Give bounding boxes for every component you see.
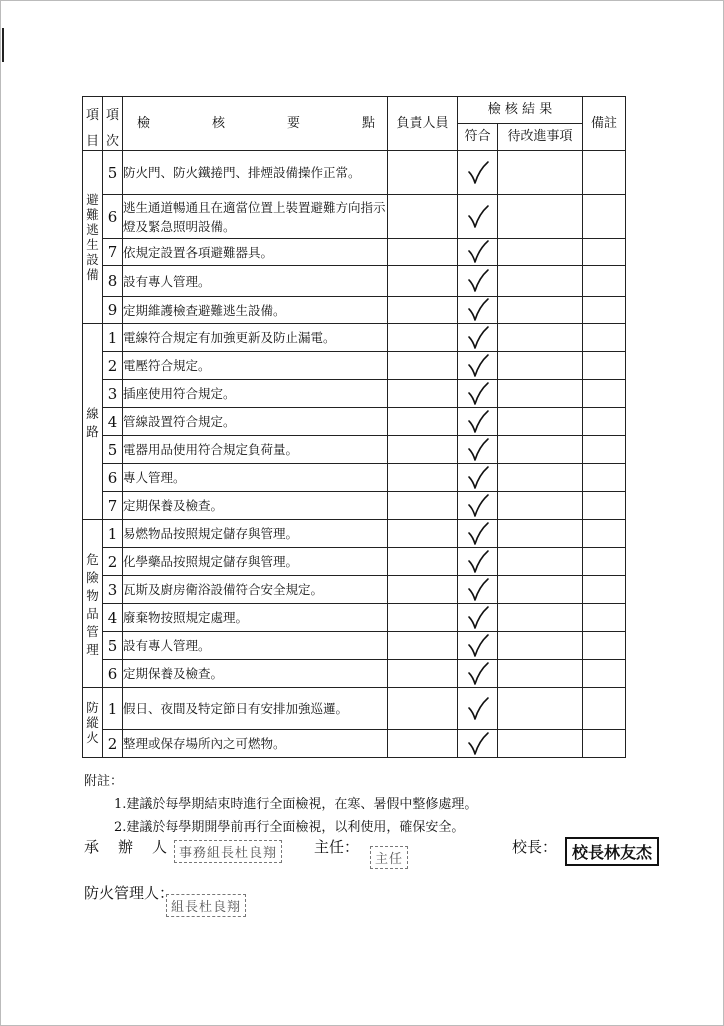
table-row xyxy=(83,520,626,548)
checkmark-icon xyxy=(466,661,490,687)
item-number: 1 xyxy=(103,520,123,548)
responsible-cell xyxy=(388,436,458,464)
checkmark-icon xyxy=(466,605,490,631)
remark-cell xyxy=(583,297,626,324)
note-item: 2.建議於每學期開學前再行全面檢視，以利使用，確保安全。 xyxy=(114,820,465,835)
checkmark-icon xyxy=(466,493,490,519)
item-text: 專人管理。 xyxy=(123,464,388,492)
item-number: 3 xyxy=(103,380,123,408)
header-responsible: 負責人員 xyxy=(388,97,458,151)
pending-cell xyxy=(498,408,583,436)
table-row xyxy=(83,492,626,520)
item-text: 設有專人管理。 xyxy=(123,632,388,660)
table-row xyxy=(83,380,626,408)
remark-cell xyxy=(583,151,626,195)
header-number: 項 次 xyxy=(103,97,123,151)
checkmark-icon xyxy=(466,731,490,757)
note-item: 1.建議於每學期結束時進行全面檢視，在寒、暑假中整修處理。 xyxy=(114,797,478,812)
table-row xyxy=(83,632,626,660)
category-cell xyxy=(83,688,103,758)
pass-cell xyxy=(458,730,498,758)
item-text: 防火門、防火鐵捲門、排煙設備操作正常。 xyxy=(123,151,388,195)
pass-cell xyxy=(458,151,498,195)
responsible-cell xyxy=(388,576,458,604)
pending-cell xyxy=(498,730,583,758)
table-row xyxy=(83,688,626,730)
responsible-cell xyxy=(388,688,458,730)
checkmark-icon xyxy=(466,633,490,659)
responsible-cell xyxy=(388,324,458,352)
checkmark-icon xyxy=(466,409,490,435)
pass-cell xyxy=(458,576,498,604)
header-remark: 備註 xyxy=(583,97,626,151)
pass-cell xyxy=(458,688,498,730)
pending-cell xyxy=(498,604,583,632)
remark-cell xyxy=(583,239,626,266)
category-label xyxy=(83,192,102,282)
responsible-cell xyxy=(388,195,458,239)
item-text: 定期保養及檢查。 xyxy=(123,660,388,688)
pending-cell xyxy=(498,660,583,688)
item-number: 6 xyxy=(103,660,123,688)
item-number: 2 xyxy=(103,352,123,380)
responsible-cell xyxy=(388,604,458,632)
remark-cell xyxy=(583,380,626,408)
category-char: 管 xyxy=(86,623,99,639)
responsible-cell xyxy=(388,297,458,324)
item-number: 8 xyxy=(103,266,123,297)
notes-title: 附註： xyxy=(84,774,124,789)
handler-stamp: 事務組長杜良翔 xyxy=(174,840,282,863)
principal-stamp: 校長林友杰 xyxy=(565,837,659,866)
item-number: 5 xyxy=(103,151,123,195)
category-char: 設 xyxy=(86,252,99,267)
item-number: 1 xyxy=(103,324,123,352)
item-text: 設有專人管理。 xyxy=(123,266,388,297)
item-number: 5 xyxy=(103,436,123,464)
pending-cell xyxy=(498,266,583,297)
pass-cell xyxy=(458,239,498,266)
item-text: 定期維護檢查避難逃生設備。 xyxy=(123,297,388,324)
checkmark-icon xyxy=(466,577,490,603)
remark-cell xyxy=(583,548,626,576)
pending-cell xyxy=(498,436,583,464)
item-text: 定期保養及檢查。 xyxy=(123,492,388,520)
pass-cell xyxy=(458,380,498,408)
pending-cell xyxy=(498,520,583,548)
pending-cell xyxy=(498,195,583,239)
item-text: 依規定設置各項避難器具。 xyxy=(123,239,388,266)
remark-cell xyxy=(583,464,626,492)
category-cell xyxy=(83,520,103,688)
pass-cell xyxy=(458,324,498,352)
remark-cell xyxy=(583,352,626,380)
fire-manager-stamp: 組長杜良翔 xyxy=(166,894,246,917)
item-number: 1 xyxy=(103,688,123,730)
pass-cell xyxy=(458,520,498,548)
table-row xyxy=(83,266,626,297)
pass-cell xyxy=(458,266,498,297)
item-number: 5 xyxy=(103,632,123,660)
checkmark-icon xyxy=(466,353,490,379)
item-number: 3 xyxy=(103,576,123,604)
item-text: 插座使用符合規定。 xyxy=(123,380,388,408)
remark-cell xyxy=(583,436,626,464)
header-pending: 待改進事項 xyxy=(498,124,583,151)
category-char: 備 xyxy=(86,267,99,282)
responsible-cell xyxy=(388,548,458,576)
table-row xyxy=(83,151,626,195)
item-text: 廢棄物按照規定處理。 xyxy=(123,604,388,632)
responsible-cell xyxy=(388,730,458,758)
pending-cell xyxy=(498,352,583,380)
pass-cell xyxy=(458,436,498,464)
pending-cell xyxy=(498,239,583,266)
responsible-cell xyxy=(388,352,458,380)
checkmark-icon xyxy=(466,268,490,294)
remark-cell xyxy=(583,660,626,688)
remark-cell xyxy=(583,688,626,730)
item-number: 4 xyxy=(103,604,123,632)
pass-cell xyxy=(458,548,498,576)
responsible-cell xyxy=(388,151,458,195)
category-label xyxy=(83,700,102,745)
item-text: 瓦斯及廚房衛浴設備符合安全規定。 xyxy=(123,576,388,604)
checkmark-icon xyxy=(466,381,490,407)
item-number: 2 xyxy=(103,548,123,576)
handler-label: 承 辦 人 xyxy=(84,838,170,856)
pass-cell xyxy=(458,352,498,380)
table-row xyxy=(83,352,626,380)
item-text: 整理或保存場所內之可燃物。 xyxy=(123,730,388,758)
responsible-cell xyxy=(388,632,458,660)
notes xyxy=(84,770,477,839)
pending-cell xyxy=(498,688,583,730)
checkmark-icon xyxy=(466,696,490,722)
remark-cell xyxy=(583,604,626,632)
table-row xyxy=(83,548,626,576)
category-char: 火 xyxy=(86,730,99,745)
item-number: 6 xyxy=(103,464,123,492)
pending-cell xyxy=(498,576,583,604)
table-row xyxy=(83,324,626,352)
remark-cell xyxy=(583,730,626,758)
remark-cell xyxy=(583,195,626,239)
category-char: 路 xyxy=(86,423,99,439)
pending-cell xyxy=(498,632,583,660)
responsible-cell xyxy=(388,660,458,688)
responsible-cell xyxy=(388,520,458,548)
table-row xyxy=(83,604,626,632)
category-char: 防 xyxy=(86,700,99,715)
category-char: 縱 xyxy=(86,715,99,730)
pending-cell xyxy=(498,380,583,408)
director-label: 主任： xyxy=(314,838,360,856)
category-char: 理 xyxy=(86,641,99,657)
category-char: 難 xyxy=(86,207,99,222)
item-text: 易燃物品按照規定儲存與管理。 xyxy=(123,520,388,548)
pass-cell xyxy=(458,492,498,520)
responsible-cell xyxy=(388,239,458,266)
checkmark-icon xyxy=(466,239,490,265)
pass-cell xyxy=(458,297,498,324)
checkmark-icon xyxy=(466,521,490,547)
item-text: 電線符合規定有加強更新及防止漏電。 xyxy=(123,324,388,352)
item-number: 2 xyxy=(103,730,123,758)
pass-cell xyxy=(458,408,498,436)
checkmark-icon xyxy=(466,437,490,463)
remark-cell xyxy=(583,632,626,660)
checkmark-icon xyxy=(466,160,490,186)
pass-cell xyxy=(458,604,498,632)
table-row xyxy=(83,297,626,324)
responsible-cell xyxy=(388,408,458,436)
header-points: 檢 核 要 點 xyxy=(123,97,388,151)
category-char: 危 xyxy=(86,551,99,567)
remark-cell xyxy=(583,324,626,352)
pass-cell xyxy=(458,632,498,660)
header-category: 項 目 xyxy=(83,97,103,151)
pending-cell xyxy=(498,548,583,576)
pending-cell xyxy=(498,297,583,324)
item-text: 電器用品使用符合規定負荷量。 xyxy=(123,436,388,464)
category-char: 物 xyxy=(86,587,99,603)
category-char: 險 xyxy=(86,569,99,585)
pass-cell xyxy=(458,660,498,688)
table-row xyxy=(83,576,626,604)
remark-cell xyxy=(583,576,626,604)
checkmark-icon xyxy=(466,465,490,491)
principal-label: 校長： xyxy=(512,838,558,856)
responsible-cell xyxy=(388,380,458,408)
item-number: 4 xyxy=(103,408,123,436)
item-number: 6 xyxy=(103,195,123,239)
category-char: 避 xyxy=(86,192,99,207)
director-stamp: 主任 xyxy=(370,846,408,869)
item-number: 7 xyxy=(103,239,123,266)
pass-cell xyxy=(458,464,498,492)
item-number: 7 xyxy=(103,492,123,520)
fire-manager-label: 防火管理人： xyxy=(84,884,175,902)
table-row xyxy=(83,239,626,266)
item-text: 化學藥品按照規定儲存與管理。 xyxy=(123,548,388,576)
checkmark-icon xyxy=(466,204,490,230)
checkmark-icon xyxy=(466,297,490,323)
remark-cell xyxy=(583,492,626,520)
item-text: 電壓符合規定。 xyxy=(123,352,388,380)
table-row xyxy=(83,195,626,239)
table-row xyxy=(83,408,626,436)
header-result: 檢 核 結 果 xyxy=(458,97,583,124)
category-char: 生 xyxy=(86,237,99,252)
category-cell xyxy=(83,324,103,520)
pass-cell xyxy=(458,195,498,239)
category-char: 品 xyxy=(86,605,99,621)
binding-mark xyxy=(2,28,4,62)
pending-cell xyxy=(498,464,583,492)
item-text: 管線設置符合規定。 xyxy=(123,408,388,436)
responsible-cell xyxy=(388,266,458,297)
remark-cell xyxy=(583,266,626,297)
inspection-table xyxy=(82,96,626,758)
checkmark-icon xyxy=(466,549,490,575)
header-pass: 符合 xyxy=(458,124,498,151)
pending-cell xyxy=(498,324,583,352)
responsible-cell xyxy=(388,492,458,520)
pending-cell xyxy=(498,151,583,195)
responsible-cell xyxy=(388,464,458,492)
item-text: 假日、夜間及特定節日有安排加強巡邏。 xyxy=(123,688,388,730)
category-label xyxy=(83,550,102,658)
remark-cell xyxy=(583,408,626,436)
table-row xyxy=(83,730,626,758)
item-text: 逃生通道暢通且在適當位置上裝置避難方向指示燈及緊急照明設備。 xyxy=(123,195,388,239)
category-char: 線 xyxy=(86,405,99,421)
table-row xyxy=(83,464,626,492)
item-number: 9 xyxy=(103,297,123,324)
category-char: 逃 xyxy=(86,222,99,237)
checkmark-icon xyxy=(466,325,490,351)
pending-cell xyxy=(498,492,583,520)
category-cell xyxy=(83,151,103,324)
table-row xyxy=(83,436,626,464)
remark-cell xyxy=(583,520,626,548)
table-row xyxy=(83,660,626,688)
category-label xyxy=(83,404,102,440)
